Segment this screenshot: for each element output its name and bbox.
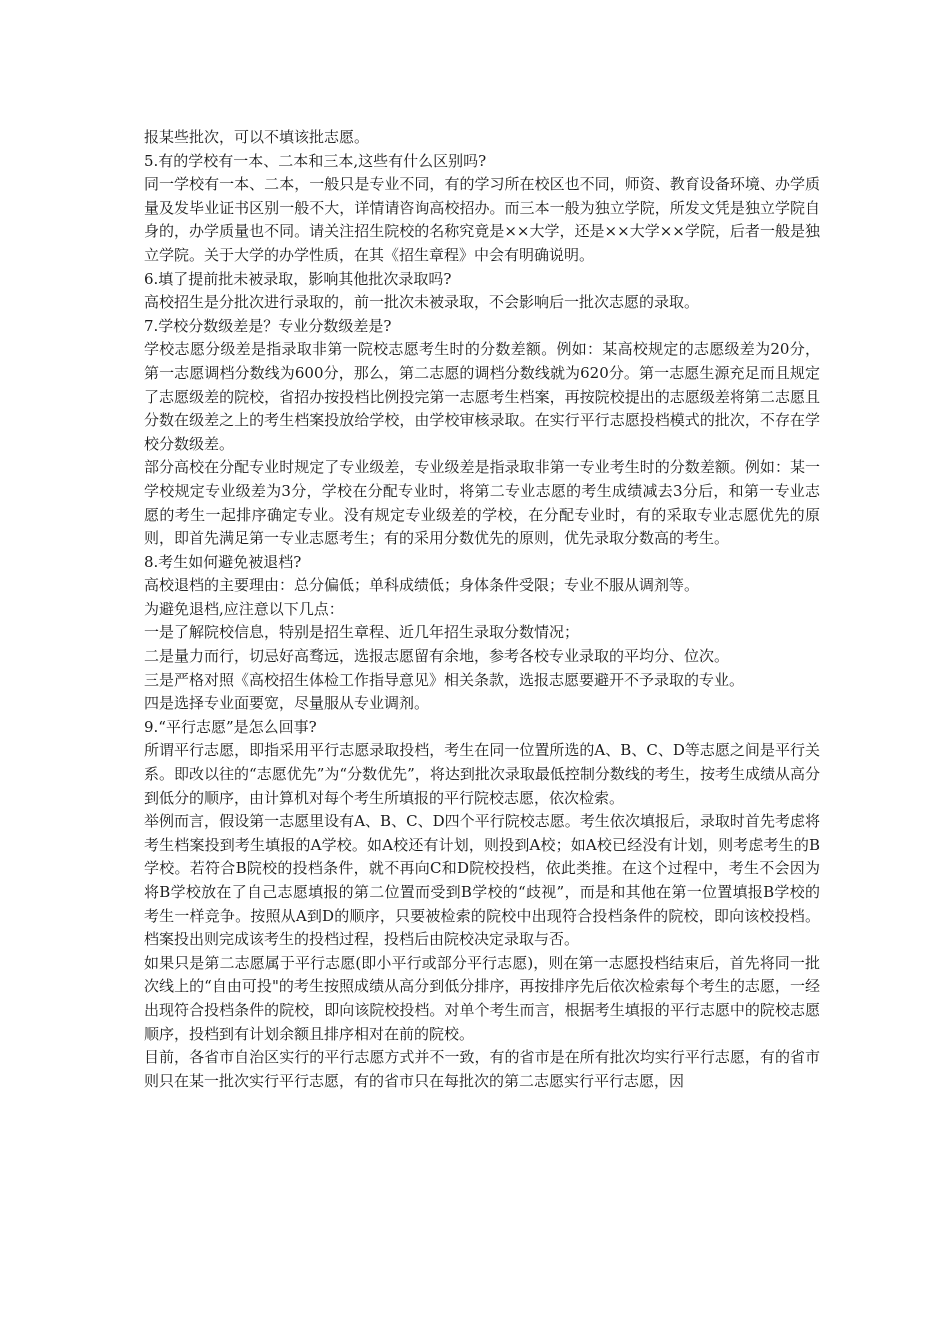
answer-paragraph-6: 高校招生是分批次进行录取的，前一批次未被录取，不会影响后一批次志愿的录取。 [144, 293, 700, 312]
question-heading-9: 9.“平行志愿”是怎么回事? [144, 717, 317, 736]
paragraph-continuation: 报某些批次，可以不填该批志愿。 [144, 128, 370, 146]
answer-paragraph-7a: 学校志愿分级差是指录取非第一院校志愿考生时的分数差额。例如：某高校规定的志愿级差为20分，第一志愿调档分数线为600分，那么，第二志愿的调档分数线就为620分。第一志愿生源充足而且规定了志愿级差的院校，省招办按投档比例投完第一志愿考生档案，再按院校提出的志愿级差将第二志愿且分数在级差之上的考生档案投放给学校，由学校审核录取。在实行平行志愿投档模式的批次，不存在学校分数级差。 [144, 340, 820, 453]
answer-paragraph-8a: 高校退档的主要理由：总分偏低；单科成绩低；身体条件受限；专业不服从调剂等。 [144, 576, 700, 595]
question-heading-8: 8.考生如何避免被退档? [144, 552, 302, 571]
answer-paragraph-9b: 举例而言，假设第一志愿里设有A、B、C、D四个平行院校志愿。考生依次填报后，录取时首先考虑将考生档案投到考生填报的A学校。如A校还有计划，则投到A校；如A校已经没有计划，则考虑考生的B学校。若符合B院校的投档条件，就不再向C和D院校投档，依此类推。在这个过程中，考生不会因为将B学校放在了自己志愿填报的第二位置而受到B学校的“歧视”，而是和其他在第一位置填报B学校的考生一样竞争。按照从A到D的顺序，只要被检索的院校中出现符合投档条件的院校，即向该校投档。档案投出则完成该考生的投档过程，投档后由院校决定录取与否。 [144, 812, 820, 949]
list-item-4: 四是选择专业面要宽，尽量服从专业调剂。 [144, 694, 430, 713]
answer-paragraph-9c: 如果只是第二志愿属于平行志愿(即小平行或部分平行志愿)，则在第一志愿投档结束后，首先将同一批次线上的“自由可投"的考生按照成绩从高分到低分排序，再按排序先后依次检索每个考生的志愿，一经出现符合投档条件的院校，即向该院校投档。对单个考生而言，根据考生填报的平行志愿中的院校志愿顺序，投档到有计划余额且排序相对在前的院校。 [144, 953, 820, 1043]
answer-paragraph-5: 同一学校有一本、二本，一般只是专业不同，有的学习所在校区也不同，师资、教育设备环境、办学质量及发毕业证书区别一般不大，详情请咨询高校招办。而三本一般为独立学院，所发文凭是独立学院自身的，办学质量也不同。请关注招生院校的名称究竟是××大学，还是××大学××学院，后者一般是独立学院。关于大学的办学性质，在其《招生章程》中会有明确说明。 [144, 175, 820, 264]
list-item-1: 一是了解院校信息，特别是招生章程、近几年招生录取分数情况； [144, 623, 580, 642]
list-item-2: 二是量力而行，切忌好高骛远，选报志愿留有余地，参考各校专业录取的平均分、位次。 [144, 647, 730, 666]
list-item-3: 三是严格对照《高校招生体检工作指导意见》相关条款，选报志愿要避开不予录取的专业。 [144, 670, 745, 689]
answer-paragraph-9a: 所谓平行志愿，即指采用平行志愿录取投档，考生在同一位置所选的A、B、C、D等志愿之间是平行关系。即改以往的“志愿优先”为“分数优先”，将达到批次录取最低控制分数线的考生，按考生成绩从高分到低分的顺序，由计算机对每个考生所填报的平行院校志愿，依次检索。 [144, 741, 820, 807]
question-heading-7: 7.学校分数级差是？专业分数级差是? [144, 316, 392, 335]
answer-paragraph-8b: 为避免退档,应注意以下几点： [144, 599, 344, 618]
document-body [144, 126, 820, 1093]
question-heading-6: 6.填了提前批未被录取，影响其他批次录取吗? [144, 269, 452, 288]
answer-paragraph-9d: 目前，各省市自治区实行的平行志愿方式并不一致，有的省市是在所有批次均实行平行志愿，有的省市则只在某一批次实行平行志愿，有的省市只在每批次的第二志愿实行平行志愿，因 [144, 1048, 820, 1090]
answer-paragraph-7b: 部分高校在分配专业时规定了专业级差，专业级差是指录取非第一专业考生时的分数差额。例如：某一学校规定专业级差为3分，学校在分配专业时，将第二专业志愿的考生成绩减去3分后，和第一专业志愿的考生一起排序确定专业。没有规定专业级差的学校，在分配专业时，有的采取专业志愿优先的原则，即首先满足第一专业志愿考生；有的采用分数优先的原则，优先录取分数高的考生。 [144, 458, 820, 548]
question-heading-5: 5.有的学校有一本、二本和三本,这些有什么区别吗? [144, 151, 487, 170]
